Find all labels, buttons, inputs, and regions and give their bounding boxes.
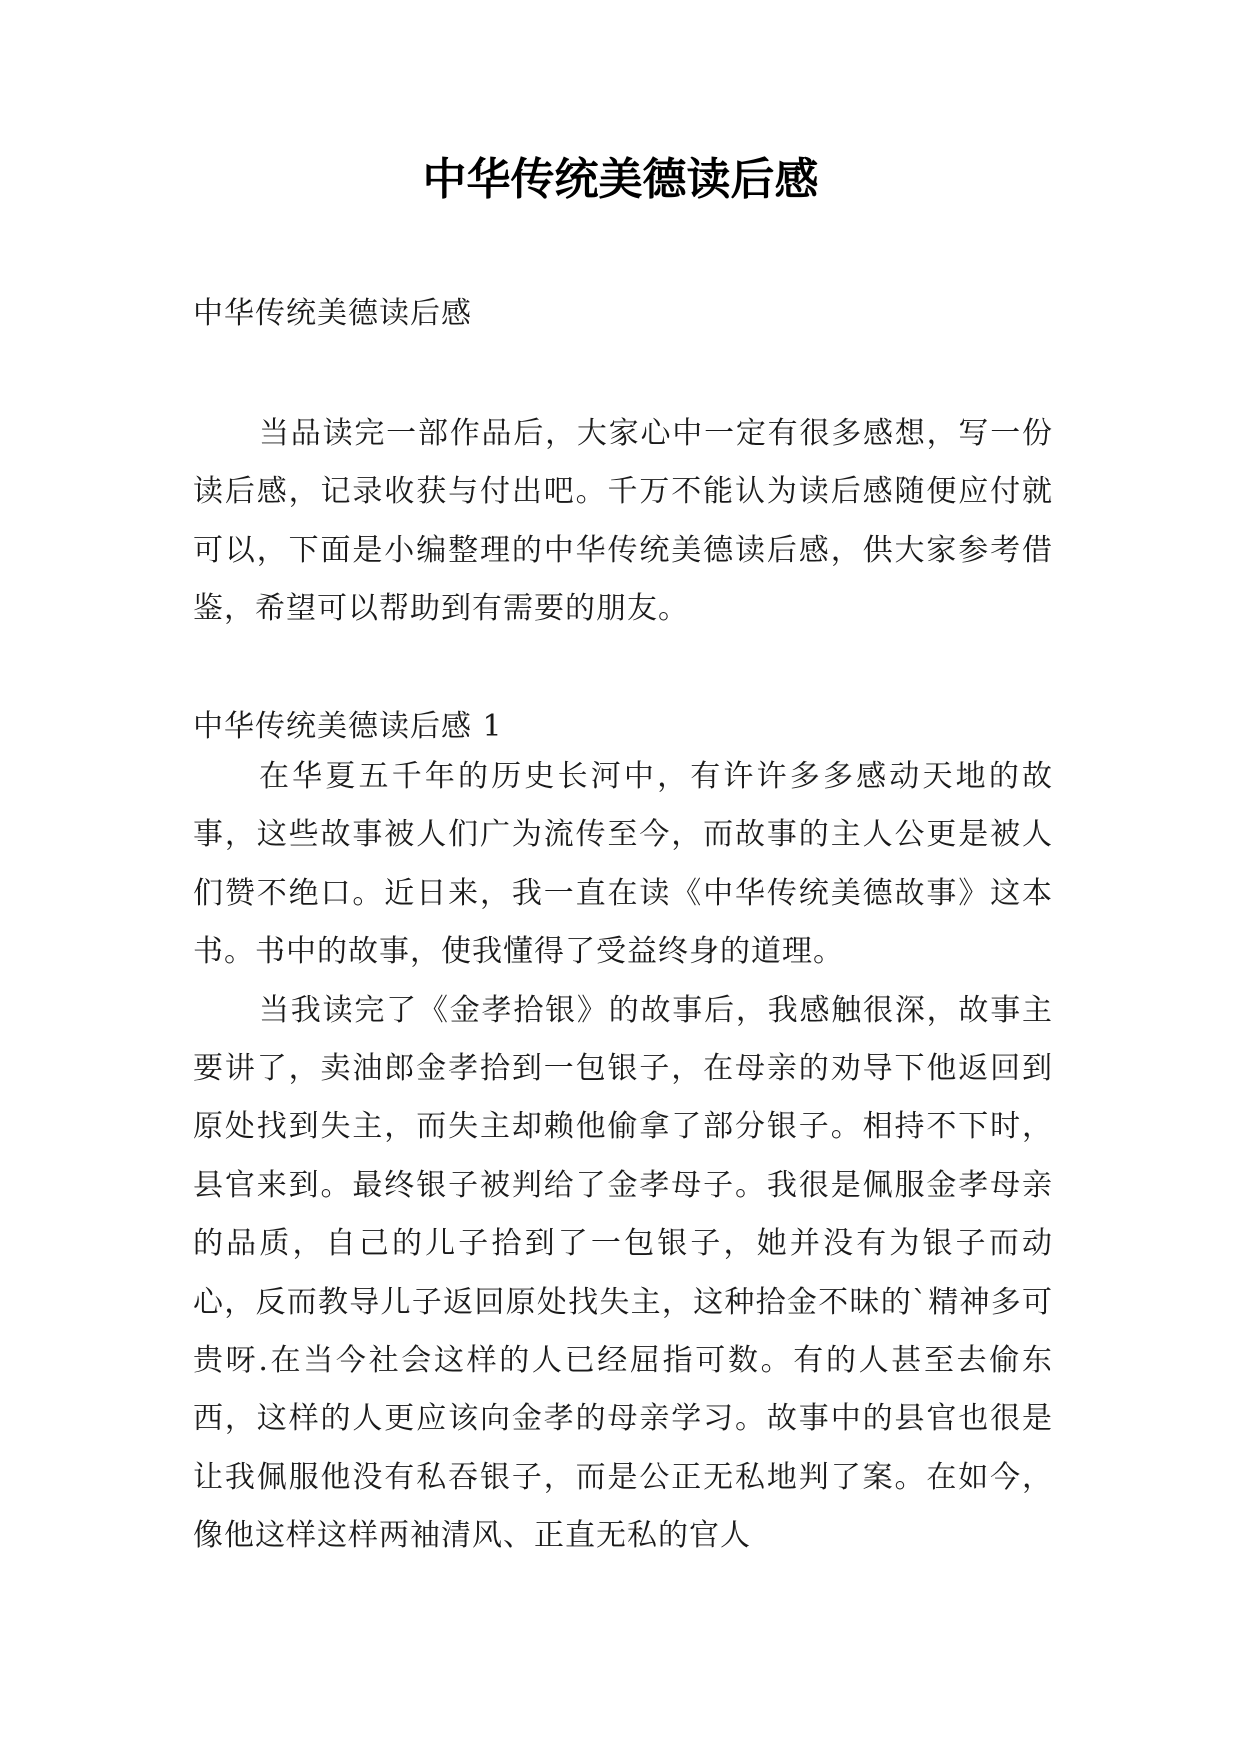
- section-body: [193, 748, 1053, 1566]
- intro-block: [193, 405, 1053, 645]
- section-heading: 中华传统美德读后感 1: [193, 709, 503, 744]
- document-title: 中华传统美德读后感: [422, 154, 819, 205]
- body-paragraph: 在华夏五千年的历史长河中，有许许多多感动天地的故事，这些故事被人们广为流传至今，而故事的主人公更是被人们赞不绝口。近日来，我一直在读《中华传统美德故事》这本书。书中的故事，使我懂得了受益终身的道理。: [193, 759, 1053, 970]
- body-paragraph: 当我读完了《金孝拾银》的故事后，我感触很深，故事主要讲了，卖油郎金孝拾到一包银子，在母亲的劝导下他返回到原处找到失主，而失主却赖他偷拿了部分银子。相持不下时，县官来到。最终银子被判给了金孝母子。我很是佩服金孝母亲的品质，自己的儿子拾到了一包银子，她并没有为银子而动心，反而教导儿子返回原处找失主，这种拾金不昧的`精神多可贵呀.在当今社会这样的人已经屈指可数。有的人甚至去偷东西，这样的人更应该向金孝的母亲学习。故事中的县官也很是让我佩服他没有私吞银子，而是公正无私地判了案。在如今，像他这样这样两袖清风、正直无私的官人: [193, 992, 1053, 1554]
- document-subtitle: 中华传统美德读后感: [193, 296, 472, 331]
- intro-paragraph: 当品读完一部作品后，大家心中一定有很多感想，写一份读后感，记录收获与付出吧。千万不能认为读后感随便应付就可以，下面是小编整理的中华传统美德读后感，供大家参考借鉴，希望可以帮助到有需要的朋友。: [193, 416, 1053, 627]
